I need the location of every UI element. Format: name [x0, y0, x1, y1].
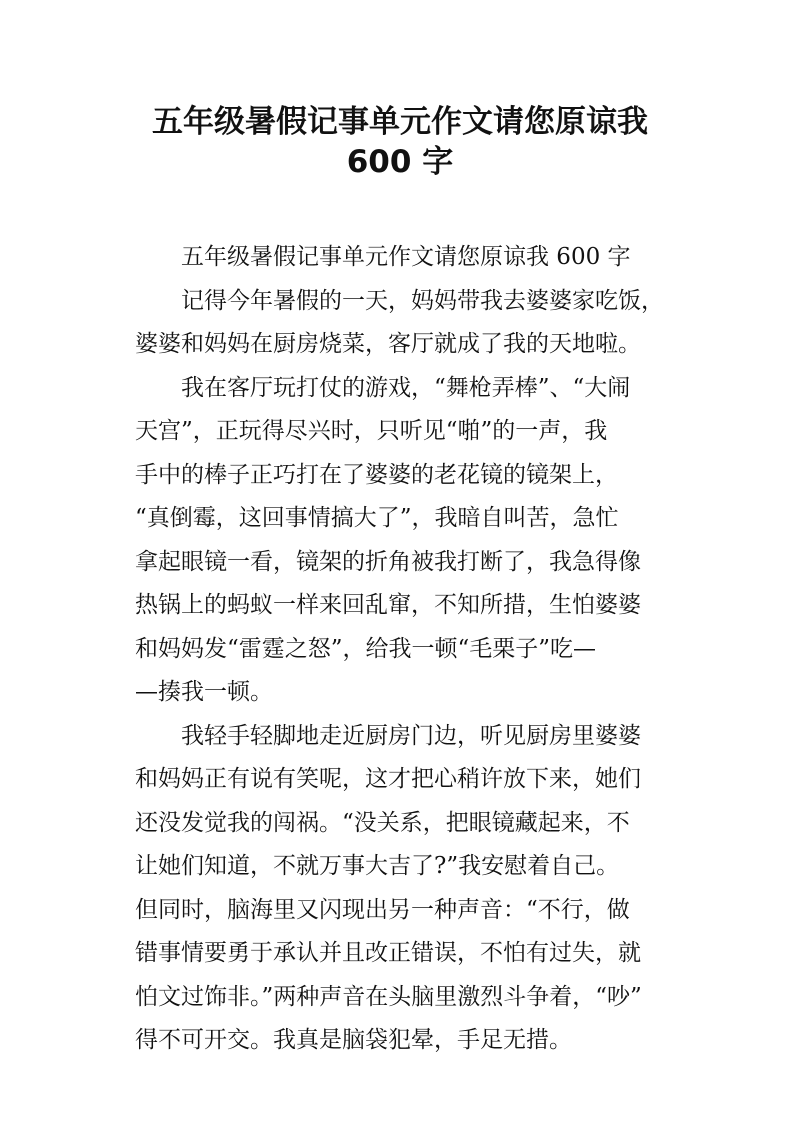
body-line: 记得今年暑假的一天，妈妈带我去婆婆家吃饭，	[181, 287, 664, 314]
body-line: “真倒霉，这回事情搞大了”，我暗自叫苦，急忙	[135, 505, 619, 531]
body-line: 婆婆和妈妈在厨房烧菜，客厅就成了我的天地啦。	[135, 331, 641, 357]
body-line: 和妈妈发“雷霆之怒”，给我一顿“毛栗子”吃—	[135, 635, 597, 662]
body-line: 但同时，脑海里又闪现出另一种声音：“不行，做	[135, 896, 630, 923]
document-title-line-2: 600 字	[346, 144, 454, 180]
body-line: 错事情要勇于承认并且改正错误，不怕有过失，就	[135, 940, 641, 966]
document-body	[135, 236, 675, 1063]
body-line: 我在客厅玩打仗的游戏，“舞枪弄棒”、“大闹	[181, 374, 631, 401]
body-line: 得不可开交。我真是脑袋犯晕，手足无措。	[135, 1027, 572, 1053]
body-line: 热锅上的蚂蚁一样来回乱窜，不知所措，生怕婆婆	[135, 592, 641, 618]
body-line: 天宫”，正玩得尽兴时，只听见“啪”的一声，我	[135, 418, 608, 444]
body-line: 手中的棒子正巧打在了婆婆的老花镜的镜架上，	[135, 461, 618, 488]
body-line: 怕文过饰非。”两种声音在头脑里激烈斗争着，“吵”	[135, 983, 642, 1010]
document-title-line-1: 五年级暑假记事单元作文请您原谅我	[152, 104, 648, 140]
body-line: 和妈妈正有说有笑呢，这才把心稍许放下来，她们	[135, 766, 641, 792]
body-line: 我轻手轻脚地走近厨房门边，听见厨房里婆婆	[181, 722, 641, 749]
body-line: —揍我一顿。	[135, 679, 273, 705]
body-line: 拿起眼镜一看，镜架的折角被我打断了，我急得像	[135, 548, 641, 575]
body-line: 让她们知道，不就万事大吉了?”我安慰着自己。	[135, 853, 620, 879]
body-line: 还没发觉我的闯祸。“没关系，把眼镜藏起来，不	[135, 809, 630, 836]
body-line: 五年级暑假记事单元作文请您原谅我 600 字	[181, 244, 631, 270]
